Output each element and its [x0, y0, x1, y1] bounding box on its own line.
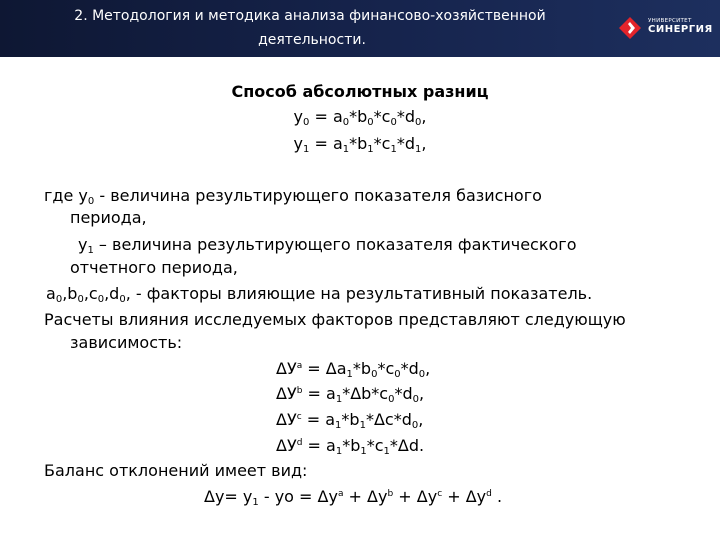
subscript: 1 — [367, 144, 374, 155]
formula-text: *b — [342, 436, 361, 455]
formula-text: *Δd. — [389, 436, 425, 455]
superscript: d — [296, 438, 303, 448]
subscript: 0 — [87, 196, 95, 207]
delta-y-a-formula — [276, 357, 430, 381]
formula-text: *b — [352, 359, 372, 378]
subscript: 1 — [252, 497, 259, 508]
formula-text: *c — [373, 107, 391, 126]
definition-y1 — [78, 233, 577, 257]
definition-y0-continued: периода, — [70, 208, 147, 227]
definition-text: – величина результирующего показателя фактического — [93, 235, 577, 254]
header-title-line1: 2. Методология и методика анализа финансово-хозяйственной — [74, 8, 546, 24]
subscript: 0 — [418, 369, 426, 380]
subscript: 0 — [415, 117, 422, 128]
superscript: c — [437, 489, 443, 499]
subscript: 1 — [390, 144, 397, 155]
definition-text: - величина результирующего показателя базисного — [94, 186, 542, 205]
logo-small-text: УНИВЕРСИТЕТ — [648, 18, 692, 24]
subscript: 0 — [388, 394, 395, 405]
superscript: d — [486, 489, 492, 499]
formula-y1 — [0, 132, 720, 156]
subscript: 0 — [303, 117, 310, 128]
formula-text: *c — [366, 436, 384, 455]
formula-text: *Δc*d — [365, 410, 412, 429]
subscript: 1 — [335, 420, 342, 431]
subscript: 0 — [342, 117, 350, 128]
formula-text: = Δa — [302, 359, 347, 378]
formula-text: *c — [373, 134, 391, 153]
formula-text: + Δy — [442, 487, 487, 506]
formula-text: = a — [309, 107, 343, 126]
formula-text: *c — [377, 359, 395, 378]
formula-text: ΔУ — [276, 436, 297, 455]
formula-text: *d — [400, 359, 419, 378]
logo-brand-text: СИНЕРГИЯ — [648, 24, 713, 35]
definition-text: ,b — [62, 284, 78, 303]
subscript: 1 — [360, 446, 367, 457]
formula-text: , — [425, 359, 431, 378]
subscript: 1 — [335, 446, 343, 457]
superscript: c — [296, 412, 302, 422]
formula-text: , — [421, 134, 427, 153]
superscript: b — [387, 489, 394, 499]
delta-y-b-formula — [276, 382, 424, 406]
definition-y0 — [44, 184, 542, 208]
superscript: a — [296, 361, 303, 371]
subscript: 1 — [87, 245, 94, 256]
definition-text: где y — [44, 186, 88, 205]
subscript: 1 — [346, 369, 353, 380]
definition-text: ,c — [83, 284, 98, 303]
formula-text: Δy= y — [204, 487, 253, 506]
subscript: 1 — [383, 446, 390, 457]
subscript: 1 — [303, 144, 310, 155]
formula-text: + Δy — [393, 487, 438, 506]
subscript: 0 — [412, 394, 419, 405]
balance-text: Баланс отклонений имеет вид: — [44, 461, 308, 480]
subscript: 1 — [342, 144, 350, 155]
subscript: 0 — [394, 369, 401, 380]
formula-text: = a — [301, 410, 336, 429]
formula-text: , — [418, 410, 424, 429]
formula-text: *b — [341, 410, 360, 429]
formula-text: *d — [394, 384, 413, 403]
formula-text: + Δy — [343, 487, 388, 506]
formula-text: *d — [396, 107, 415, 126]
subscript: 1 — [415, 144, 422, 155]
subscript: 0 — [371, 369, 378, 380]
formula-text: *b — [349, 107, 368, 126]
subscript: 0 — [411, 420, 419, 431]
formula-text: , — [421, 107, 427, 126]
formula-text: = a — [302, 384, 336, 403]
formula-text: *Δb*c — [342, 384, 389, 403]
formula-text: y — [293, 107, 303, 126]
subscript: 0 — [55, 294, 63, 305]
formula-text: = a — [309, 134, 343, 153]
formula-text: = a — [302, 436, 336, 455]
subscript: 0 — [390, 117, 397, 128]
subscript: 0 — [119, 294, 126, 305]
formula-y0 — [0, 105, 720, 129]
superscript: a — [337, 489, 344, 499]
subscript: 0 — [367, 117, 374, 128]
formula-text: ΔУ — [276, 359, 297, 378]
formula-text: y — [293, 134, 303, 153]
balance-formula — [204, 485, 502, 509]
calculation-text: Расчеты влияния исследуемых факторов представляют следующую — [44, 310, 626, 329]
delta-y-c-formula — [276, 408, 423, 432]
superscript: b — [296, 386, 303, 396]
delta-y-d-formula — [276, 434, 424, 458]
definition-factors — [46, 282, 592, 306]
formula-text: , — [419, 384, 425, 403]
definition-text: , - факторы влияющие на результативный показатель. — [125, 284, 593, 303]
definition-text: a — [46, 284, 56, 303]
formula-text: . — [491, 487, 503, 506]
formula-text: *d — [396, 134, 415, 153]
definition-text: ,d — [104, 284, 120, 303]
formula-text: *b — [349, 134, 368, 153]
formula-text: - yo = Δy — [258, 487, 338, 506]
subscript: 0 — [97, 294, 105, 305]
calculation-text-continued: зависимость: — [70, 333, 183, 352]
definition-y1-continued: отчетного периода, — [70, 258, 238, 277]
subscript: 1 — [359, 420, 366, 431]
subscript: 0 — [77, 294, 84, 305]
subscript: 1 — [335, 394, 343, 405]
slide-heading: Способ абсолютных разниц — [231, 82, 489, 101]
formula-text: ΔУ — [276, 384, 297, 403]
header-title-line2: деятельности. — [258, 32, 366, 48]
formula-text: ΔУ — [276, 410, 297, 429]
definition-text: y — [78, 235, 88, 254]
